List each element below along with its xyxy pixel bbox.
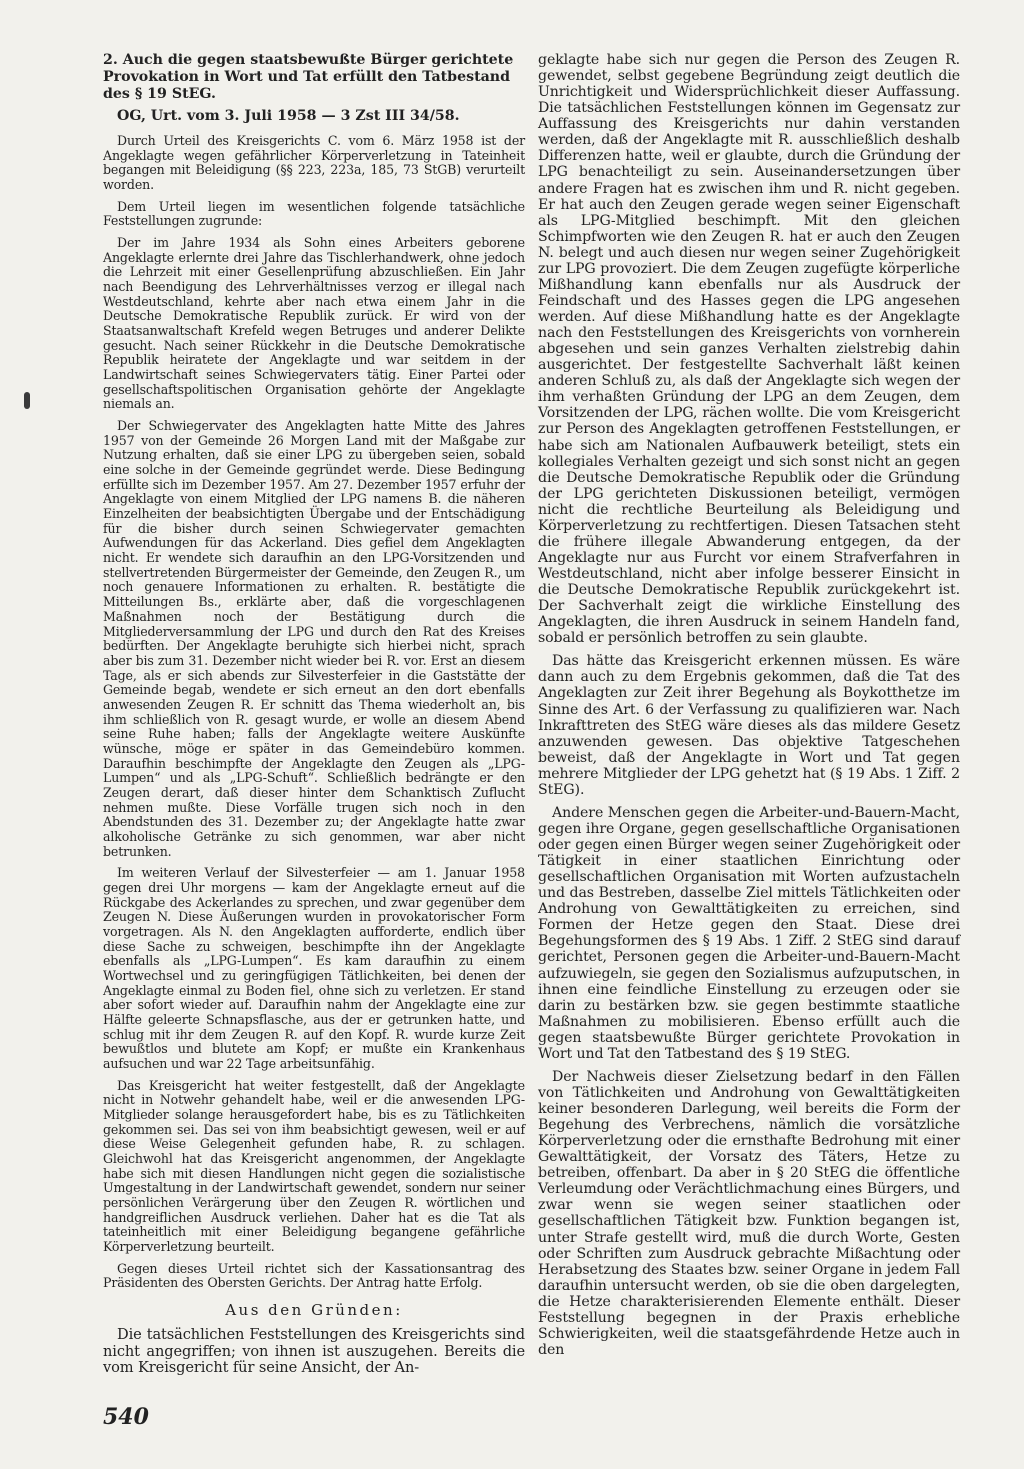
paragraph: Durch Urteil des Kreisgerichts C. vom 6. März 1958 ist der Angeklagte wegen gefährlicher Körperverletzung in Tateinheit begangen mit Beleidigung (§§ 223, 223a, 185, 73 StGB) verurteilt worden. <box>103 133 525 193</box>
paragraph: Gegen dieses Urteil richtet sich der Kassationsantrag des Präsidenten des Obersten Gerichts. Der Antrag hatte Erfolg. <box>103 1260 525 1291</box>
court-ruling-reference: OG, Urt. vom 3. Juli 1958 — 3 Zst III 34/58. <box>117 108 460 125</box>
paragraph: geklagte habe sich nur gegen die Person des Zeugen R. gewendet, selbst gegebene Begründung zeigt deutlich die Unrichtigkeit und Widersprüchlichkeit dieser Auffassung. Die tatsächlichen Feststellungen können im Gegensatz zur Auffassung des Kreisgerichts nur dahin verstanden werden, daß der Angeklagte mit R. ausschließlich deshalb Differenzen hatte, weil er glaubte, durch die Gründung der LPG benachteiligt zu sein. Auseinandersetzungen über andere Fragen hat es zwischen ihm und R. nicht gegeben. Er hat auch den Zeugen gerade wegen seiner Eigenschaft als LPG-Mitglied beschimpft. Mit den gleichen Schimpfworten wie den Zeugen R. hat er auch den Zeugen N. belegt und auch diesen nur wegen seiner Zugehörigkeit zur LPG provoziert. Die dem Zeugen zugefügte körperliche Mißhandlung kann ebenfalls nur als Ausdruck der Feindschaft und des Hasses gegen die LPG angesehen werden. Auf diese Mißhandlung hatte es der Angeklagte nach den Feststellungen des Kreisgerichts von vornherein abgesehen und sein ganzes Verhalten zielstrebig dahin ausgerichtet. Der festgestellte Sachverhalt läßt keinen anderen Schluß zu, als daß der Angeklagte sich wegen der ihm verhaßten Gründung der LPG an dem Zeugen, dem Vorsitzenden der LPG, rächen wollte. Die vom Kreisgericht zur Person des Angeklagten getroffenen Feststellungen, er habe sich am Nationalen Aufbauwerk beteiligt, stets ein kollegiales Verhalten gezeigt und sich sonst nicht an gegen die Deutsche Demokratische Republik oder die Gründung der LPG gerichteten Diskussionen beteiligt, vermögen nicht die rechtliche Beurteilung als Beleidigung und Körperverletzung zu rechtfertigen. Diesen Tatsachen steht die frühere illegale Abwanderung entgegen, da der Angeklagte nur aus Furcht vor einem Strafverfahren in Westdeutschland, nicht aber infolge besserer Einsicht in die Deutsche Demokratische Republik zurückgekehrt ist. Der Sachverhalt zeigt die wirkliche Einstellung des Angeklagten, die ihren Ausdruck in seinem Handeln fand, sobald er persönlich betroffen zu sein glaubte. <box>538 52 960 647</box>
left-column <box>103 52 525 1384</box>
paragraph: Das Kreisgericht hat weiter festgestellt, daß der Angeklagte nicht in Notwehr gehandelt habe, weil er die anwesenden LPG-Mitglieder solange herausgefordert habe, bis es zu Tätlichkeiten gekommen sei. Das sei von ihm beabsichtigt gewesen, weil er auf diese Weise Gelegenheit gefunden habe, R. zu schlagen. Gleichwohl hat das Kreisgericht angenommen, der Angeklagte habe sich mit diesen Handlungen nicht gegen die sozialistische Umgestaltung in der Landwirtschaft gewendet, sondern nur seiner persönlichen Verärgerung über den Zeugen R. wörtlichen und handgreiflichen Ausdruck verliehen. Daher hat es die Tat als tateinheitlich mit einer Beleidigung begangene gefährliche Körperverletzung beurteilt. <box>103 1077 525 1255</box>
paragraph: Der Nachweis dieser Zielsetzung bedarf in den Fällen von Tätlichkeiten und Androhung von Gewalttätigkeiten keiner besonderen Darlegung, weil bereits die Form der Begehung des Verbrechens, nämlich die vorsätzliche Körperverletzung oder die ernsthafte Bedrohung mit einer Gewalttätigkeit, der Vorsatz des Täters, Hetze zu betreiben, offenbart. Da aber in § 20 StEG die öffentliche Verleumdung oder Verächtlichmachung eines Bürgers, und zwar wenn sie wegen seiner staatlichen oder gesellschaftlichen Tätigkeit bzw. Funktion begangen ist, unter Strafe gestellt wird, muß die durch Worte, Gesten oder Schriften zum Ausdruck gebrachte Mißachtung oder Herabsetzung des Staates bzw. seiner Organe in jedem Fall daraufhin untersucht werden, ob sie die oben dargelegten, die Hetze charakterisierenden Elemente enthält. Dieser Feststellung begegnen in der Praxis erhebliche Schwierigkeiten, weil die staatsgefährdende Hetze auch in den <box>538 1068 960 1358</box>
paragraph: Andere Menschen gegen die Arbeiter-und-Bauern-Macht, gegen ihre Organe, gegen gesellschaftliche Organisationen oder gegen einen Bürger wegen seiner Zugehörigkeit oder Tätigkeit in einer staatlichen Einrichtung oder gesellschaftlichen Organisation mit Worten aufzustacheln und das Bestreben, dasselbe Ziel mittels Tätlichkeiten oder Androhung von Gewalttätigkeiten zu erreichen, sind Formen der Hetze gegen den Staat. Diese drei Begehungsformen des § 19 Abs. 1 Ziff. 2 StEG sind darauf gerichtet, Personen gegen die Arbeiter-und-Bauern-Macht aufzuwiegeln, sie gegen den Sozialismus aufzuputschen, in ihnen eine feindliche Einstellung zu erzeugen oder sie darin zu bestärken bzw. sie gegen bestimmte staatliche Maßnahmen zu mobilisieren. Ebenso erfüllt auch die gegen staatsbewußte Bürger gerichtete Provokation in Wort und Tat den Tatbestand des § 19 StEG. <box>538 804 960 1062</box>
page-number: 540 <box>103 1404 149 1430</box>
paragraph: Dem Urteil liegen im wesentlichen folgende tatsächliche Feststellungen zugrunde: <box>103 198 525 229</box>
paragraph: Der im Jahre 1934 als Sohn eines Arbeiters geborene Angeklagte erlernte drei Jahre das Tischlerhandwerk, ohne jedoch die Lehrzeit mit einer Gesellenprüfung abzuschließen. Ein Jahr nach Beendigung des Lehrverhältnisses verzog er illegal nach Westdeutschland, kehrte aber nach etwa einem Jahr in die Deutsche Demokratische Republik zurück. Er wird von der Staatsanwaltschaft Krefeld wegen Betruges und anderer Delikte gesucht. Nach seiner Rückkehr in die Deutsche Demokratische Republik heiratete der Angeklagte und war seitdem in der Landwirtschaft seines Schwiegervaters tätig. Einer Partei oder gesellschaftspolitischen Organisation gehörte der Angeklagte niemals an. <box>103 235 525 412</box>
margin-mark <box>24 392 30 409</box>
section-heading: Aus den Gründen: <box>225 1301 403 1320</box>
article-heading: 2. Auch die gegen staatsbewußte Bürger gerichtete Provokation in Wort und Tat erfüllt den Tatbestand des § 19 StEG. <box>103 52 514 102</box>
right-column <box>538 52 960 1365</box>
paragraph: Der Schwiegervater des Angeklagten hatte Mitte des Jahres 1957 von der Gemeinde 26 Morgen Land mit der Maßgabe zur Nutzung erhalten, daß sie einer LPG zu übergeben seien, sobald eine solche in der Gemeinde gegründet werde. Diese Bedingung erfüllte sich im Dezember 1957. Am 27. Dezember 1957 erfuhr der Angeklagte von einem Mitglied der LPG namens B. die näheren Einzelheiten der beabsichtigten Übergabe und der Entschädigung für die bisher durch seinen Schwiegervater gemachten Aufwendungen für das Ackerland. Dies gefiel dem Angeklagten nicht. Er wendete sich daraufhin an den LPG-Vorsitzenden und stellvertretenden Bürgermeister der Gemeinde, den Zeugen R., um noch genauere Informationen zu erhalten. R. bestätigte die Mitteilungen Bs., erklärte aber, daß die vorgeschlagenen Maßnahmen noch der Bestätigung durch die Mitgliederversammlung der LPG und durch den Rat des Kreises bedürften. Der Angeklagte beruhigte sich hierbei nicht, sprach aber bis zum 31. Dezember nicht wieder bei R. vor. Erst an diesem Tage, als er sich abends zur Silvesterfeier in die Gaststätte der Gemeinde begab, wendete er sich erneut an den dort ebenfalls anwesenden Zeugen R. Er schnitt das Thema wiederholt an, bis ihm schließlich von R. gesagt wurde, er wolle an diesem Abend seine Ruhe haben; falls der Angeklagte weitere Auskünfte wünsche, möge er später in das Gemeindebüro kommen. Daraufhin beschimpfte der Angeklagte den Zeugen als „LPG-Lumpen“ und als „LPG-Schuft“. Schließlich bedrängte er den Zeugen derart, daß dieser hinter dem Schanktisch Zuflucht nehmen mußte. Diese Vorfälle trugen sich noch in den Abendstunden des 31. Dezember zu; der Angeklagte hatte zwar alkoholische Getränke zu sich genommen, war aber nicht betrunken. <box>103 418 525 859</box>
paragraph: Die tatsächlichen Feststellungen des Kreisgerichts sind nicht angegriffen; von ihnen ist auszugehen. Bereits die vom Kreisgericht für seine Ansicht, der An- <box>103 1326 525 1377</box>
paragraph: Das hätte das Kreisgericht erkennen müssen. Es wäre dann auch zu dem Ergebnis gekommen, daß die Tat des Angeklagten zur Zeit ihrer Begehung als Boykotthetze im Sinne des Art. 6 der Verfassung zu qualifizieren war. Nach Inkrafttreten des StEG wäre dieses als das mildere Gesetz anzuwenden gewesen. Das objektive Tatgeschehen beweist, daß der Angeklagte in Wort und Tat gegen mehrere Mitglieder der LPG gehetzt hat (§ 19 Abs. 1 Ziff. 2 StEG). <box>538 653 960 798</box>
paragraph: Im weiteren Verlauf der Silvesterfeier — am 1. Januar 1958 gegen drei Uhr morgens — kam der Angeklagte erneut auf die Rückgabe des Ackerlandes zu sprechen, und zwar gegenüber dem Zeugen N. Diese Äußerungen wurden in provokatorischer Form vorgetragen. Als N. den Angeklagten aufforderte, endlich über diese Sache zu schweigen, beschimpfte ihn der Angeklagte ebenfalls als „LPG-Lumpen“. Es kam daraufhin zu einem Wortwechsel und zu geringfügigen Tätlichkeiten, bei denen der Angeklagte einmal zu Boden fiel, ohne sich zu verletzen. Er stand aber sofort wieder auf. Daraufhin nahm der Angeklagte eine zur Hälfte geleerte Schnapsflasche, aus der er getrunken hatte, und schlug mit ihr dem Zeugen R. auf den Kopf. R. wurde kurze Zeit bewußtlos und blutete am Kopf; er mußte ein Krankenhaus aufsuchen und war 22 Tage arbeitsunfähig. <box>103 865 525 1071</box>
